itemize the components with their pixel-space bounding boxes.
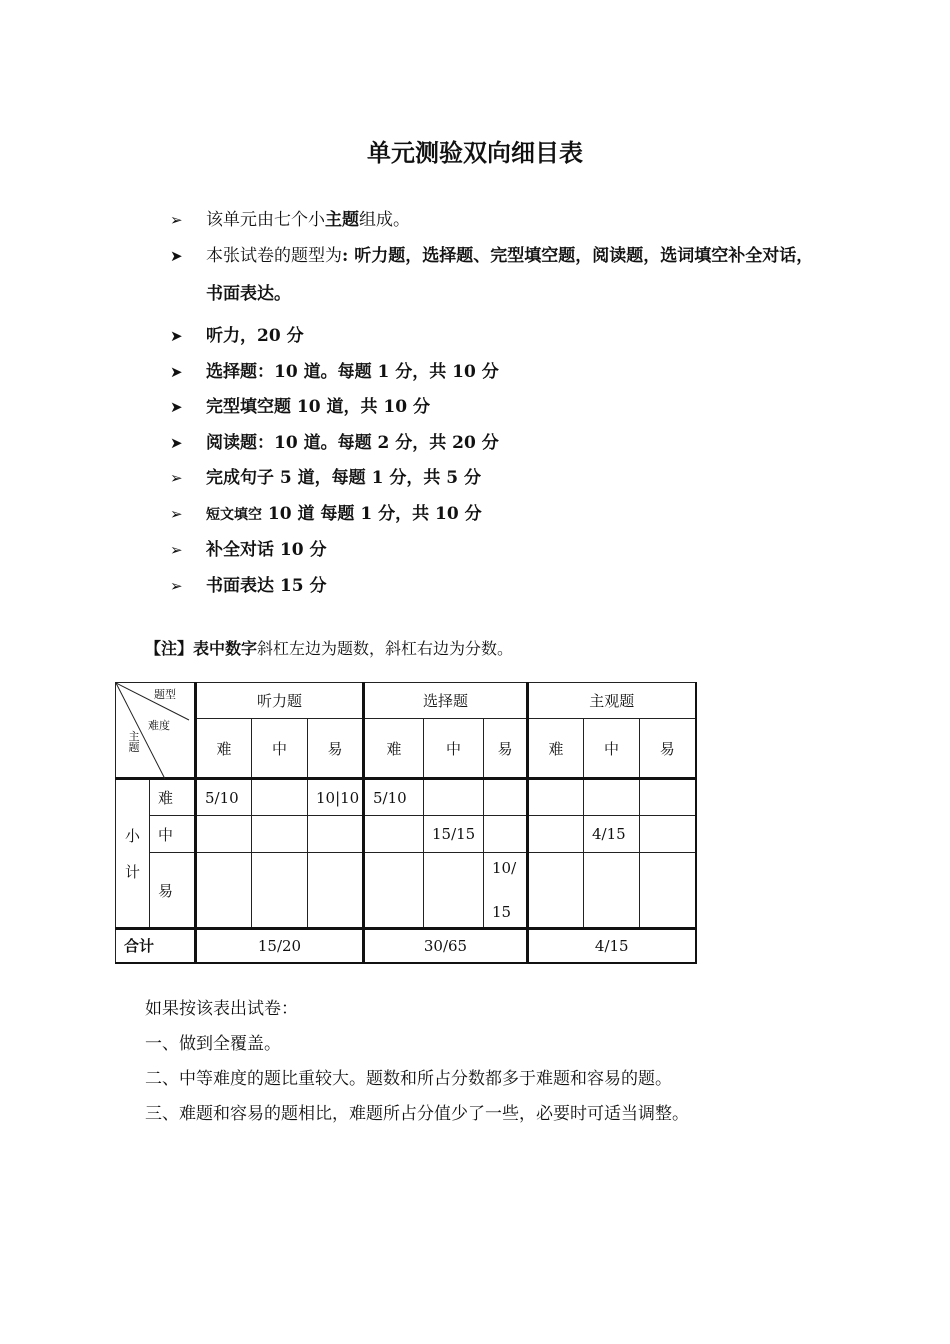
table-cell <box>528 779 584 816</box>
arrow-bullet-icon: ➢ <box>170 576 183 595</box>
table-cell <box>364 816 424 853</box>
row-level-label: 难 <box>150 779 196 816</box>
table-cell <box>424 779 484 816</box>
bullet-bold-text: 10 道 每题 1 分，共 10 分 <box>262 503 482 524</box>
table-cell <box>484 816 528 853</box>
row-level-label: 中 <box>150 816 196 853</box>
bullet-item <box>170 538 830 562</box>
arrow-bullet-icon: ➤ <box>170 433 183 452</box>
group-header-choice: 选择题 <box>364 683 528 719</box>
bullet-bold-text: 选择题：10 道。每题 1 分，共 10 分 <box>206 361 499 382</box>
level-header: 难 <box>528 719 584 779</box>
table-note <box>145 636 513 659</box>
table-row <box>116 779 696 816</box>
bullet-bold-text: 阅读题：10 道。每题 2 分，共 20 分 <box>206 432 499 453</box>
arrow-bullet-icon: ➤ <box>170 327 183 345</box>
two-way-spec-table <box>115 682 697 964</box>
table-cell: 5/10 <box>196 779 252 816</box>
bullet-item <box>170 360 830 384</box>
level-header: 难 <box>196 719 252 779</box>
bullet-item <box>170 324 830 348</box>
paragraph-line: 二、中等难度的题比重较大。题数和所占分数都多于难题和容易的题。 <box>145 1069 672 1089</box>
bullet-bold-text: : 听力题，选择题、完型填空题，阅读题，选词填空补全对话，书面表达。 <box>206 245 814 304</box>
bullet-item <box>170 466 830 490</box>
corner-difficulty-label: 难度 <box>148 719 170 732</box>
table-cell <box>252 779 308 816</box>
table-cell <box>640 816 696 853</box>
level-header: 易 <box>484 719 528 779</box>
bullet-text: 组成。 <box>359 210 410 230</box>
corner-type-label: 题型 <box>154 688 176 701</box>
arrow-bullet-icon: ➢ <box>170 541 183 559</box>
conclusion-paragraphs <box>145 992 689 1132</box>
bullet-bold-text: 听力，20 分 <box>206 326 304 346</box>
table-cell: 15/15 <box>424 816 484 853</box>
page-title: 单元测验双向细目表 <box>367 139 583 167</box>
paragraph-line: 三、难题和容易的题相比，难题所占分值少了一些，必要时可适当调整。 <box>145 1104 689 1124</box>
level-header: 易 <box>640 719 696 779</box>
bullet-bold-text: 主题 <box>325 210 359 230</box>
level-header: 中 <box>424 719 484 779</box>
table-cell: 10|10 <box>308 779 364 816</box>
table-cell: 4/15 <box>584 816 640 853</box>
table-cell <box>528 816 584 853</box>
table-cell <box>252 853 308 929</box>
row-level-label: 易 <box>150 853 196 929</box>
table-cell <box>196 816 252 853</box>
bullet-bold-text: 完成句子 5 道，每题 1 分，共 5 分 <box>206 468 481 488</box>
diagonal-header-cell <box>116 683 196 779</box>
bullet-item <box>170 208 830 232</box>
level-header: 中 <box>584 719 640 779</box>
group-header-listening: 听力题 <box>196 683 364 719</box>
row-group-label: 小 计 <box>116 779 150 929</box>
bullet-text: 本张试卷的题型为 <box>206 245 342 266</box>
table-cell <box>484 779 528 816</box>
table-cell <box>528 853 584 929</box>
table-cell: 5/10 <box>364 779 424 816</box>
arrow-bullet-icon: ➤ <box>170 398 183 416</box>
bullet-bold-text: 书面表达 15 分 <box>206 575 327 596</box>
table-row <box>116 816 696 853</box>
bullet-item <box>170 502 830 527</box>
corner-topic-label: 主 题 <box>128 730 140 754</box>
total-label: 合计 <box>116 929 196 963</box>
bullet-text: 该单元由七个小 <box>206 210 325 230</box>
table-cell <box>424 853 484 929</box>
paragraph-line: 如果按该表出试卷： <box>145 999 298 1019</box>
total-row <box>116 929 696 963</box>
bullet-item <box>170 574 830 598</box>
table-row <box>116 853 696 929</box>
level-header: 中 <box>252 719 308 779</box>
table-cell <box>584 779 640 816</box>
table-cell <box>640 779 696 816</box>
table-cell <box>196 853 252 929</box>
level-header: 易 <box>308 719 364 779</box>
table-cell: 10/ 15 <box>484 853 528 929</box>
level-header: 难 <box>364 719 424 779</box>
total-cell: 15/20 <box>196 929 364 963</box>
table-cell <box>364 853 424 929</box>
table-cell <box>308 853 364 929</box>
bullet-item <box>170 431 830 455</box>
bullet-bold-text: 补全对话 10 分 <box>206 540 327 560</box>
table-cell <box>640 853 696 929</box>
arrow-bullet-icon: ➢ <box>170 211 183 229</box>
bullet-item <box>170 395 830 419</box>
table-cell <box>308 816 364 853</box>
total-cell: 30/65 <box>364 929 528 963</box>
table-cell <box>252 816 308 853</box>
note-prefix: 【注】表中数字 <box>145 639 258 658</box>
arrow-bullet-icon: ➢ <box>170 469 183 487</box>
bullet-bold-text: 完型填空题 10 道，共 10 分 <box>206 397 430 417</box>
bullet-list <box>170 208 830 609</box>
arrow-bullet-icon: ➤ <box>170 362 183 381</box>
arrow-bullet-icon: ➢ <box>170 504 183 523</box>
paragraph-line: 一、做到全覆盖。 <box>145 1034 281 1054</box>
bullet-item <box>170 244 830 313</box>
arrow-bullet-icon: ➤ <box>170 246 183 265</box>
group-header-subjective: 主观题 <box>528 683 696 719</box>
table-cell <box>584 853 640 929</box>
bullet-small-text: 短文填空 <box>206 506 262 523</box>
note-text: 斜杠左边为题数，斜杠右边为分数。 <box>257 639 514 658</box>
total-cell: 4/15 <box>528 929 696 963</box>
